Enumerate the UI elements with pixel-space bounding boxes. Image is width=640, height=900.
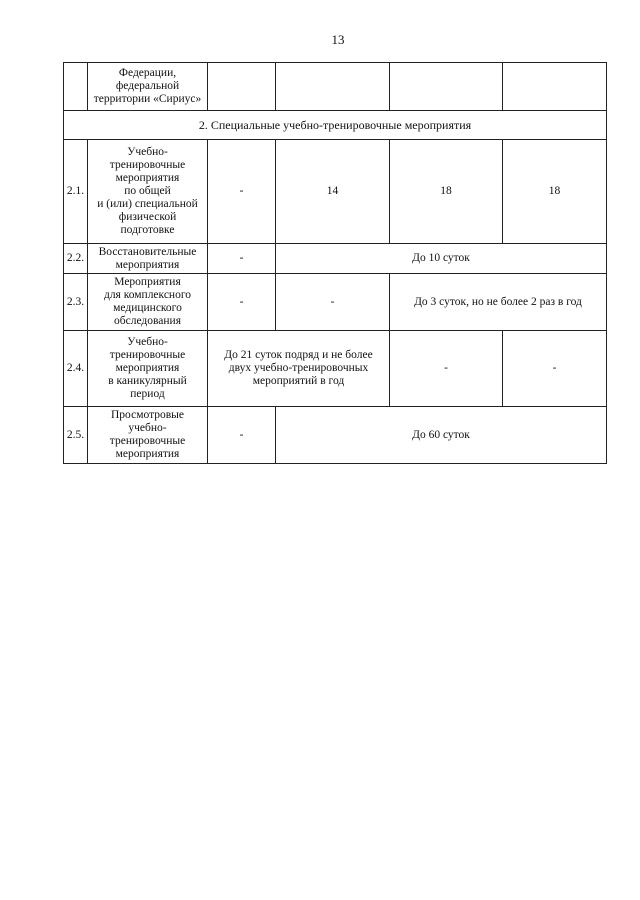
- value-cell: -: [208, 274, 276, 331]
- value-cell: [208, 63, 276, 111]
- event-name-line: период: [130, 388, 165, 400]
- page-number: 13: [331, 32, 345, 47]
- value-cell: -: [390, 331, 503, 407]
- event-name-line: Просмотровые: [111, 409, 184, 421]
- value-cell: 18: [503, 140, 607, 244]
- table-section-row: [64, 111, 607, 140]
- event-name-cell: [88, 331, 208, 407]
- event-name-cell: [88, 140, 208, 244]
- row-number-cell: [64, 63, 88, 111]
- value-cell: -: [208, 244, 276, 274]
- event-name-line: Учебно-: [127, 146, 168, 158]
- row-number-cell: 2.4.: [64, 331, 88, 407]
- event-name-line: федеральной: [115, 80, 180, 92]
- event-name-line: Учебно-: [127, 336, 168, 348]
- value-cell: 14: [276, 140, 390, 244]
- event-name-line: и (или) специальной: [97, 198, 198, 210]
- event-name-line: медицинского: [113, 302, 182, 314]
- section-title: 2. Специальные учебно-тренировочные мероприятия: [64, 111, 607, 140]
- table-row: [64, 244, 607, 274]
- event-name-line: тренировочные: [109, 349, 186, 361]
- event-name-line: мероприятия: [115, 258, 180, 271]
- event-name-line: мероприятия: [115, 172, 180, 184]
- event-name-cell: [88, 274, 208, 331]
- event-name-line: территории «Сириус»: [93, 93, 202, 105]
- row-number-cell: 2.2.: [64, 244, 88, 274]
- event-name-line: учебно-: [128, 422, 167, 434]
- table-row: [64, 140, 607, 244]
- table-row-continuation: [64, 63, 607, 111]
- event-name-line: в каникулярный: [108, 375, 187, 387]
- event-name-line: обследования: [114, 315, 181, 327]
- training-events-table: [63, 62, 607, 464]
- value-cell: [390, 63, 503, 111]
- event-name-cell: [88, 244, 208, 274]
- value-cell: -: [276, 274, 390, 331]
- row-number-cell: 2.5.: [64, 407, 88, 464]
- event-name-line: тренировочные: [109, 435, 186, 447]
- merged-value-cell: До 3 суток, но не более 2 раз в год: [390, 274, 607, 331]
- event-name-line: Мероприятия: [114, 276, 181, 288]
- table-row: [64, 274, 607, 331]
- event-name-line: по общей: [124, 185, 171, 197]
- event-name-line: Федерации,: [118, 67, 177, 79]
- merged-value-cell: До 10 суток: [276, 244, 607, 274]
- event-name-line: физической: [118, 211, 177, 223]
- value-cell: -: [503, 331, 607, 407]
- event-name-cell: [88, 407, 208, 464]
- merged-value-line: До 21 суток подряд и не более: [224, 349, 373, 361]
- value-cell: 18: [390, 140, 503, 244]
- value-cell: [503, 63, 607, 111]
- event-name-line: мероприятия: [115, 362, 180, 374]
- row-number-cell: 2.3.: [64, 274, 88, 331]
- event-name-line: мероприятия: [115, 448, 180, 460]
- merged-value-line: мероприятий в год: [252, 375, 345, 387]
- event-name-line: для комплексного: [103, 289, 192, 301]
- table-row: [64, 407, 607, 464]
- value-cell: -: [208, 407, 276, 464]
- table-row: [64, 331, 607, 407]
- merged-value-cell: До 60 суток: [276, 407, 607, 464]
- event-name-line: Восстановительные: [98, 245, 197, 258]
- merged-value-cell: [208, 331, 390, 407]
- merged-value-line: двух учебно-тренировочных: [228, 362, 369, 374]
- value-cell: -: [208, 140, 276, 244]
- row-number-cell: 2.1.: [64, 140, 88, 244]
- event-name-line: тренировочные: [109, 159, 186, 171]
- event-name-cell: [88, 63, 208, 111]
- event-name-line: подготовке: [120, 224, 175, 236]
- value-cell: [276, 63, 390, 111]
